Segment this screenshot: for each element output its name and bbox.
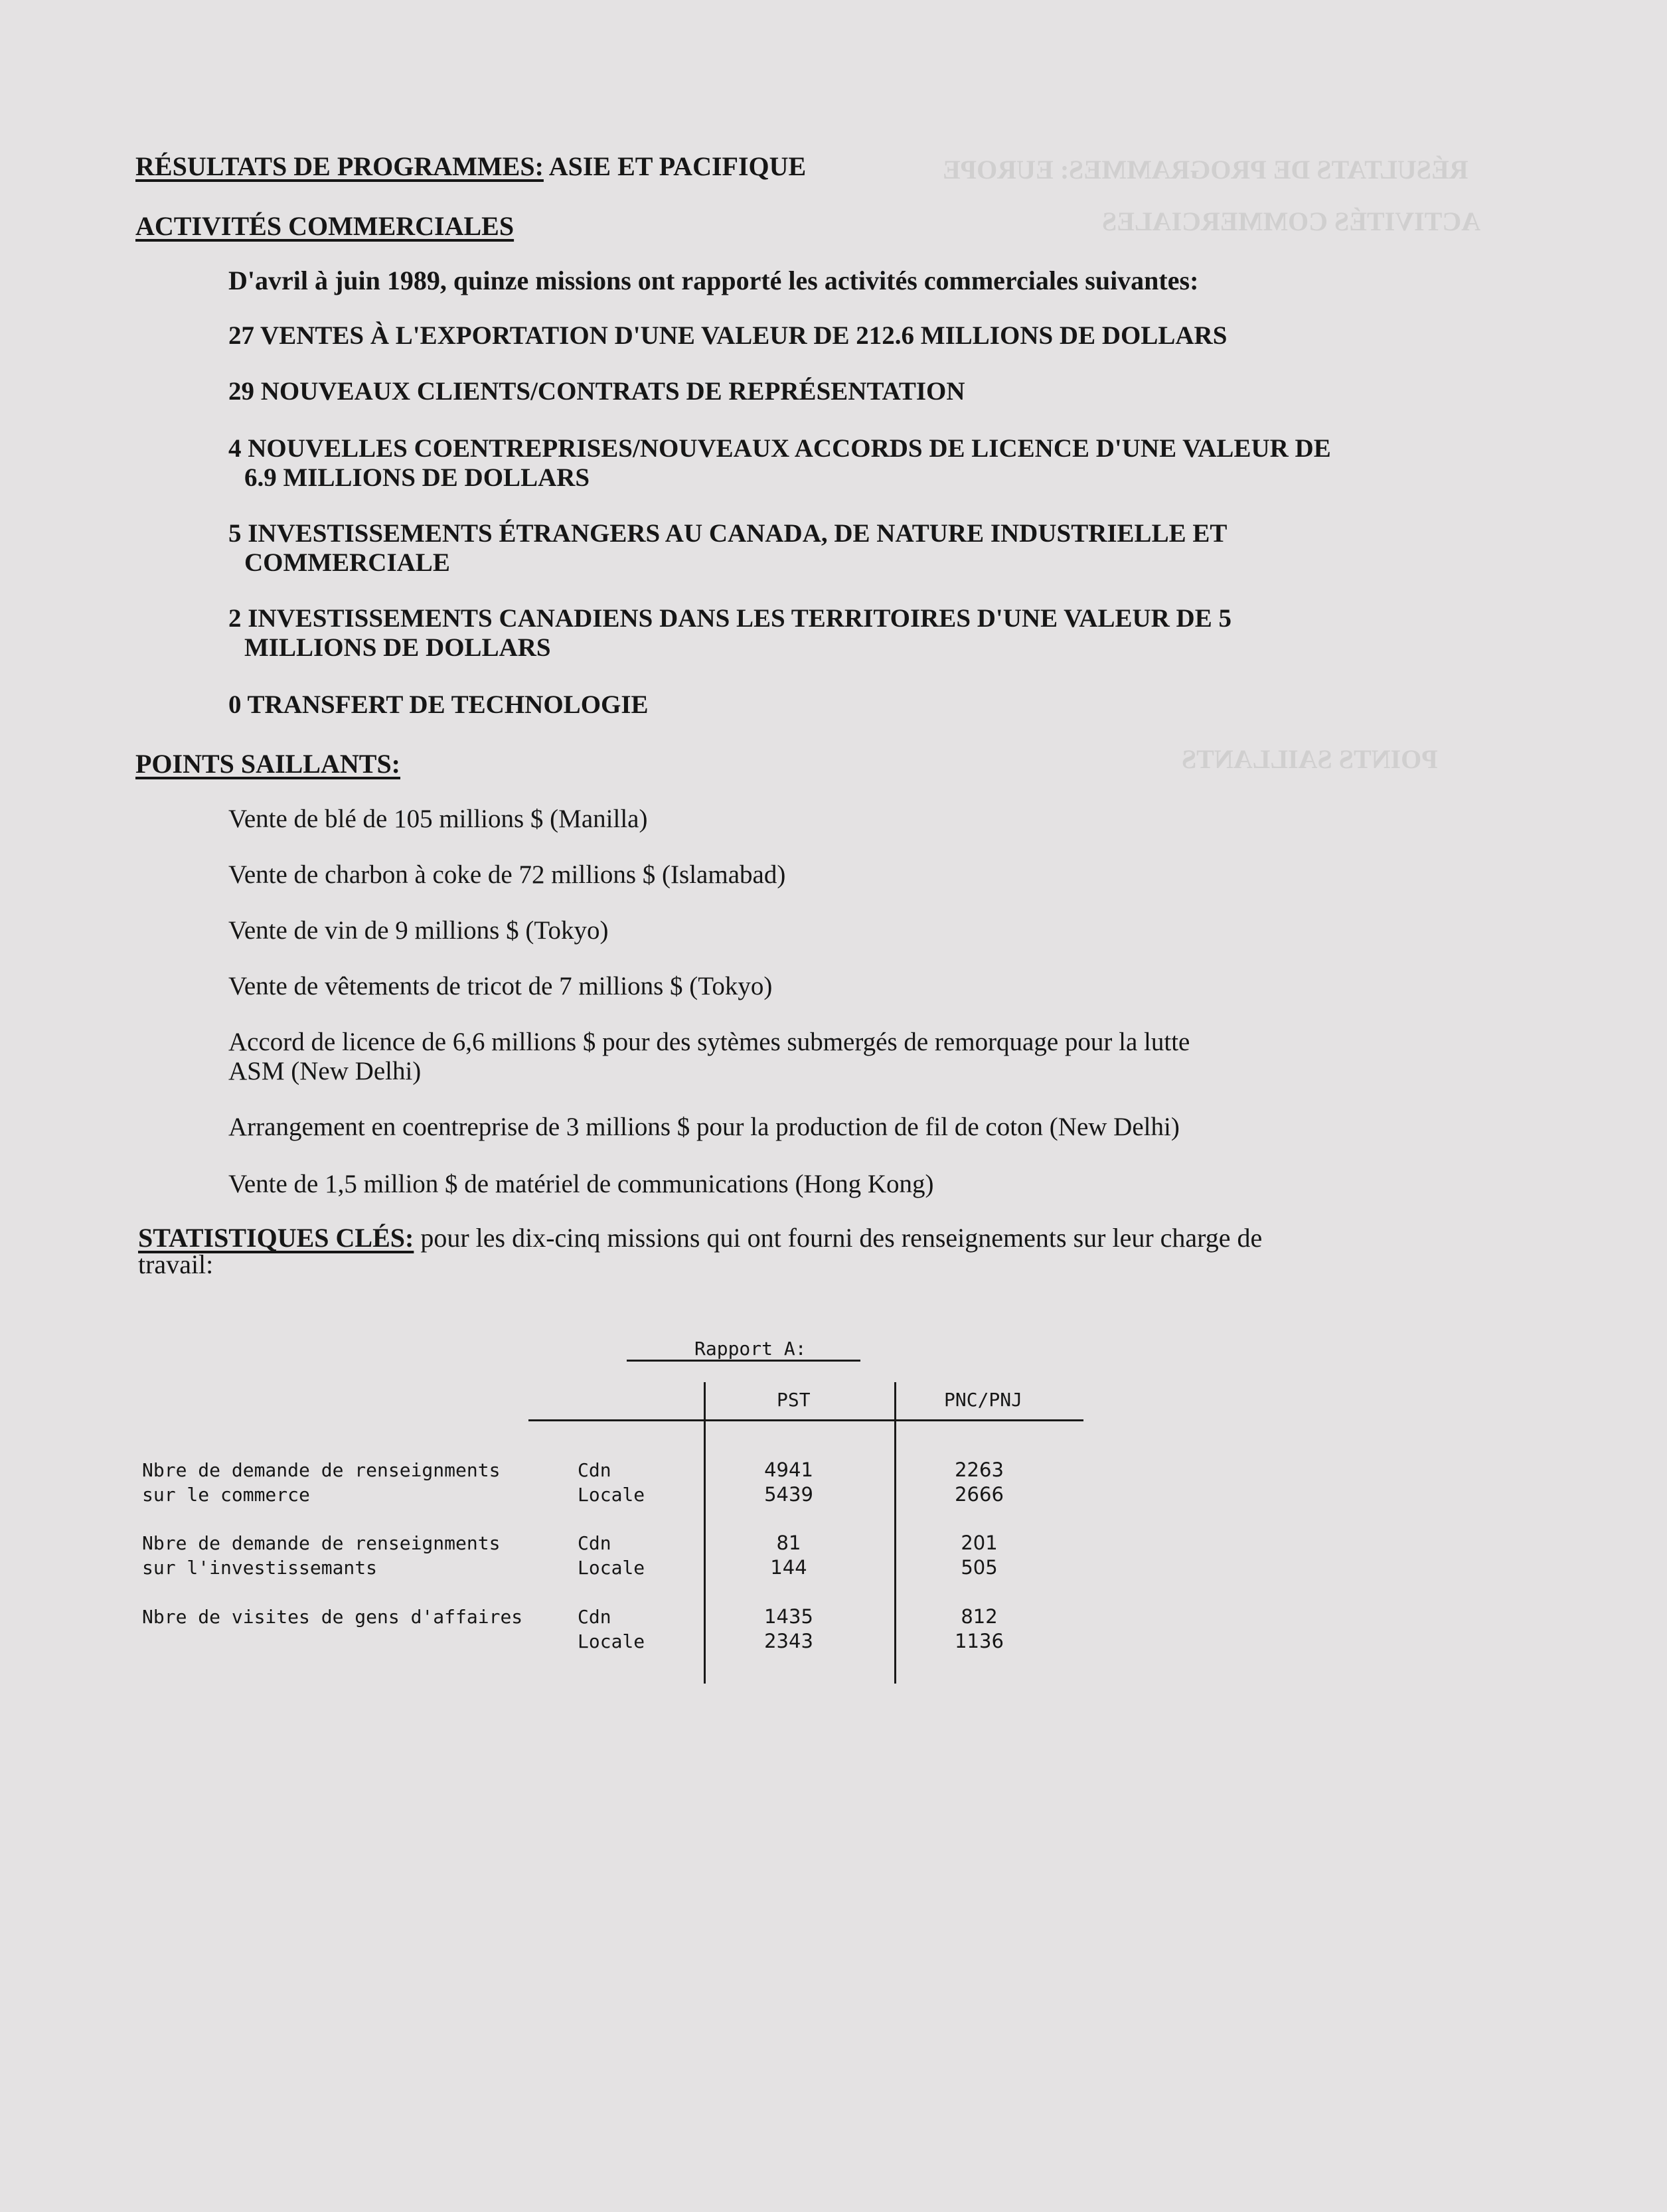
stats-label: STATISTIQUES CLÉS: (138, 1223, 414, 1253)
row-label: Nbre de visites de gens d'affaires (142, 1606, 523, 1628)
point-item: Vente de charbon à coke de 72 millions $ (Islamabad) (228, 860, 786, 889)
page-title (135, 151, 806, 182)
table-cell-pst: 144 (770, 1556, 807, 1579)
row-sublabel: Locale (578, 1557, 645, 1579)
page-title-label: RÉSULTATS DE PROGRAMMES: (135, 151, 544, 181)
table-cell-pst: 81 (776, 1532, 801, 1554)
activite-item: 2 INVESTISSEMENTS CANADIENS DANS LES TERRITOIRES D'UNE VALEUR DE 5 MILLIONS DE DOLLARS (228, 604, 1231, 662)
bleed-through-text: RÉSULTATS DE PROGRAMMES: EUROPE (943, 155, 1469, 185)
row-sublabel: Locale (578, 1484, 645, 1506)
bleed-through-text: POINTS SAILLANTS (1182, 744, 1438, 774)
row-label: Nbre de demande de renseignments (142, 1532, 501, 1554)
activite-item: 4 NOUVELLES COENTREPRISES/NOUVEAUX ACCORDS DE LICENCE D'UNE VALEUR DE 6.9 MILLIONS DE DOLLARS (228, 434, 1331, 492)
column-header-pnc: PNC/PNJ (944, 1389, 1023, 1411)
row-label: Nbre de demande de renseignments (142, 1459, 501, 1481)
point-item: Vente de vêtements de tricot de 7 millions $ (Tokyo) (228, 972, 773, 1000)
column-divider (704, 1382, 706, 1684)
table-caption: Rapport A: (694, 1338, 807, 1360)
activite-item: 27 VENTES À L'EXPORTATION D'UNE VALEUR DE 212.6 MILLIONS DE DOLLARS (228, 321, 1228, 350)
caption-rule (627, 1360, 860, 1362)
point-item: Vente de 1,5 million $ de matériel de communications (Hong Kong) (228, 1170, 934, 1198)
activite-item: 29 NOUVEAUX CLIENTS/CONTRATS DE REPRÉSENTATION (228, 377, 965, 406)
table-cell-pst: 4941 (764, 1459, 813, 1481)
section-heading-activites: ACTIVITÉS COMMERCIALES (135, 211, 515, 241)
point-item: Vente de vin de 9 millions $ (Tokyo) (228, 916, 609, 945)
row-label: sur l'investissemants (142, 1557, 378, 1579)
activite-item: 0 TRANSFERT DE TECHNOLOGIE (228, 690, 649, 719)
activites-intro: D'avril à juin 1989, quinze missions ont rapporté les activités commerciales suivantes: (228, 266, 1199, 295)
row-label: sur le commerce (142, 1484, 310, 1506)
table-cell-pnc: 505 (961, 1556, 998, 1579)
point-item: Arrangement en coentreprise de 3 millions $ pour la production de fil de coton (New Delhi) (228, 1113, 1180, 1141)
table-cell-pnc: 201 (961, 1532, 998, 1554)
table-cell-pnc: 812 (961, 1605, 998, 1628)
row-sublabel: Cdn (578, 1459, 611, 1481)
column-divider (894, 1382, 896, 1684)
point-item: Vente de blé de 105 millions $ (Manilla) (228, 805, 648, 833)
table-cell-pnc: 1136 (955, 1630, 1004, 1652)
table-cell-pst: 2343 (764, 1630, 813, 1652)
row-sublabel: Cdn (578, 1606, 611, 1628)
stats-paragraph (138, 1225, 1333, 1278)
bleed-through-text: ACTIVITÉS COMMERCIALES (1102, 206, 1481, 236)
stats-text: pour les dix-cinq missions qui ont fourni des renseignements sur leur charge de travail: (138, 1223, 1263, 1279)
table-cell-pst: 5439 (764, 1483, 813, 1506)
row-sublabel: Cdn (578, 1532, 611, 1554)
section-heading-points: POINTS SAILLANTS: (135, 749, 401, 779)
table-cell-pnc: 2666 (955, 1483, 1004, 1506)
activite-item: 5 INVESTISSEMENTS ÉTRANGERS AU CANADA, DE NATURE INDUSTRIELLE ET COMMERCIALE (228, 519, 1227, 577)
header-rule (528, 1419, 1083, 1421)
table-cell-pnc: 2263 (955, 1459, 1004, 1481)
page-title-region: ASIE ET PACIFIQUE (548, 151, 807, 181)
point-item: Accord de licence de 6,6 millions $ pour des sytèmes submergés de remorquage pour la lutte ASM (New Delhi) (228, 1028, 1190, 1085)
table-cell-pst: 1435 (764, 1605, 813, 1628)
row-sublabel: Locale (578, 1630, 645, 1652)
column-header-pst: PST (777, 1389, 811, 1411)
